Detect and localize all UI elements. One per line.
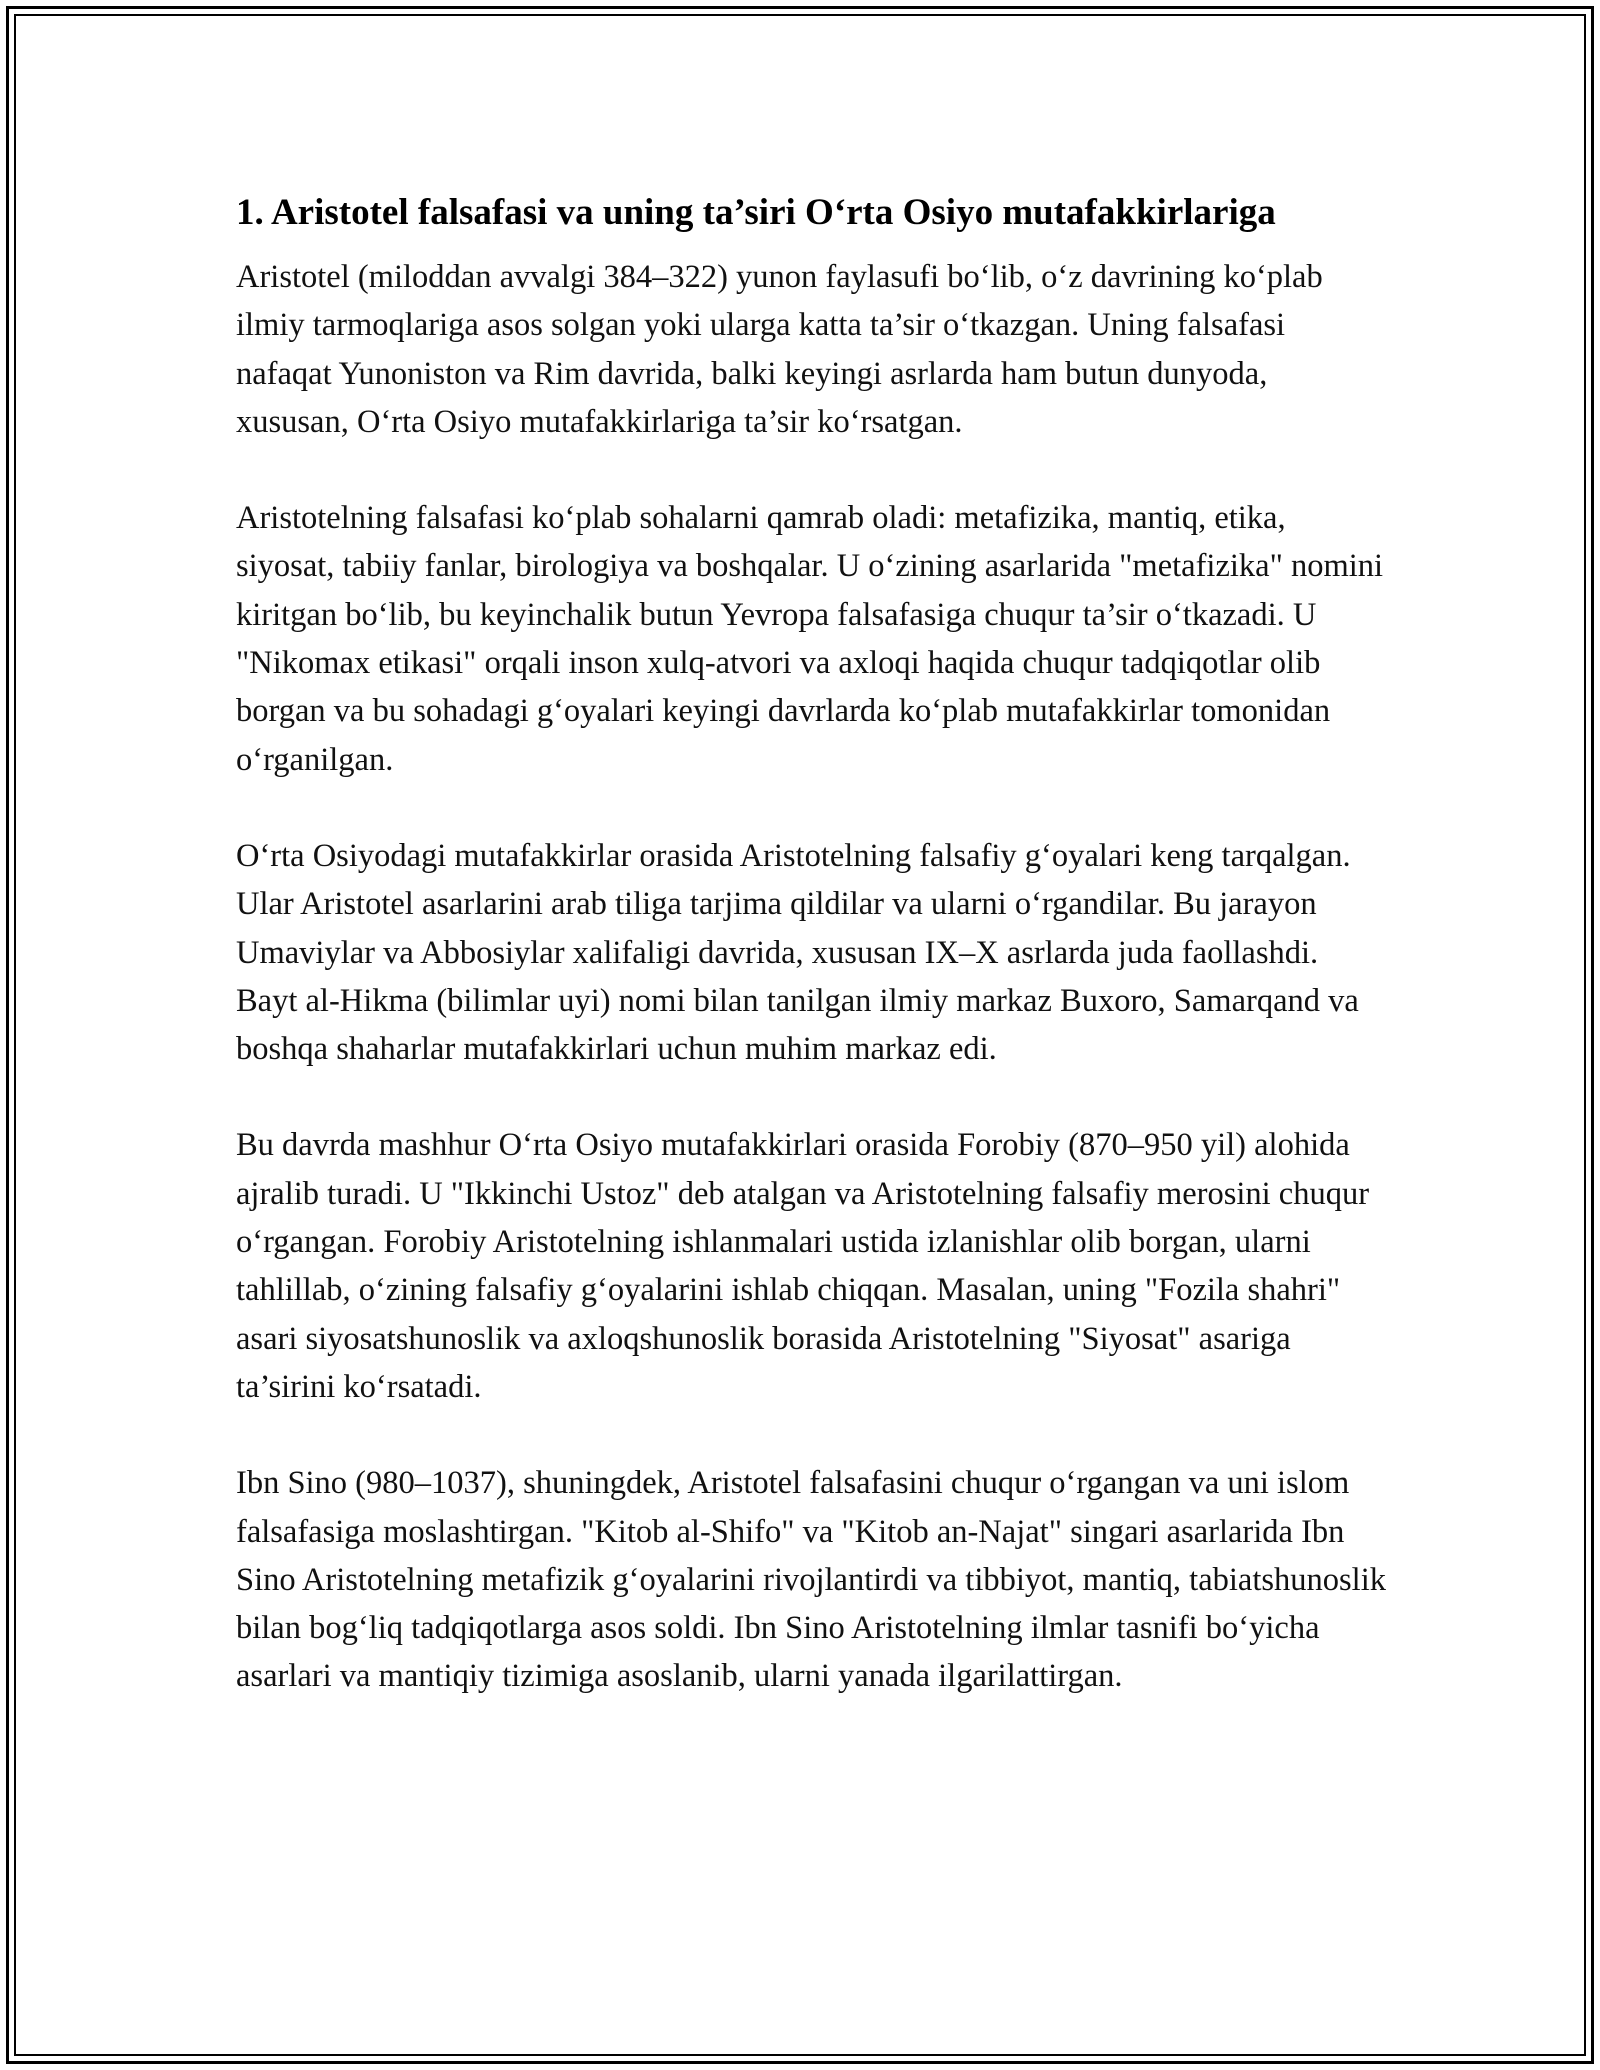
- section-heading: 1. Aristotel falsafasi va uning ta’siri O‘rta Osiyo mutafakkirlariga: [236, 192, 1276, 233]
- paragraph-2: Aristotelning falsafasi ko‘plab sohalarni qamrab oladi: metafizika, mantiq, etika, siyosat, tabiiy fanlar, birologiya va boshqalar. U o‘zining asarlarida "metafizika" nomini kiritgan bo‘lib, bu keyinchalik butun Yevropa falsafasiga chuqur ta’sir o‘tkazadi. U "Nikomax etikasi" orqali inson xulq-atvori va axloqi haqida chuqur tadqiqotlar olib borgan va bu sohadagi g‘oyalari keyingi davrlarda ko‘plab mutafakkirlar tomonidan o‘rganilgan.: [236, 500, 1384, 778]
- document-body: [236, 185, 1386, 1749]
- paragraph-4: Bu davrda mashhur O‘rta Osiyo mutafakkirlari orasida Forobiy (870–950 yil) alohida ajralib turadi. U "Ikkinchi Ustoz" deb atalgan va Aristotelning falsafiy merosini chuqur o‘rgangan. Forobiy Aristotelning ishlanmalari ustida izlanishlar olib borgan, ularni tahlillab, o‘zining falsafiy g‘oyalarini ishlab chiqqan. Masalan, uning "Fozila shahri" asari siyosatshunoslik va axloqshunoslik borasida Aristotelning "Siyosat" asariga ta’sirini ko‘rsatadi.: [236, 1127, 1370, 1405]
- paragraph-3: O‘rta Osiyodagi mutafakkirlar orasida Aristotelning falsafiy g‘oyalari keng tarqalgan. Ular Aristotel asarlarini arab tiliga tarjima qildilar va ularni o‘rgandilar. Bu jarayon Umaviylar va Abbosiylar xalifaligi davrida, xususan IX–X asrlarda juda faollashdi. Bayt al-Hikma (bilimlar uyi) nomi bilan tanilgan ilmiy markaz Buxoro, Samarqand va boshqa shaharlar mutafakkirlari uchun muhim markaz edi.: [236, 837, 1359, 1068]
- paragraph-1: Aristotel (miloddan avvalgi 384–322) yunon faylasufi bo‘lib, o‘z davrining ko‘plab ilmiy tarmoqlariga asos solgan yoki ularga katta ta’sir o‘tkazgan. Uning falsafasi nafaqat Yunoniston va Rim davrida, balki keyingi asrlarda ham butun dunyoda, xususan, O‘rta Osiyo mutafakkirlariga ta’sir ko‘rsatgan.: [236, 259, 1323, 440]
- paragraph-5: Ibn Sino (980–1037), shuningdek, Aristotel falsafasini chuqur o‘rgangan va uni islom falsafasiga moslashtirgan. "Kitob al-Shifo" va "Kitob an-Najat" singari asarlarida Ibn Sino Aristotelning metafizik g‘oyalarini rivojlantirdi va tibbiyot, mantiq, tabiatshunoslik bilan bog‘liq tadqiqotlarga asos soldi. Ibn Sino Aristotelning ilmlar tasnifi bo‘yicha asarlari va mantiqiy tizimiga asoslanib, ularni yanada ilgarilattirgan.: [236, 1465, 1386, 1695]
